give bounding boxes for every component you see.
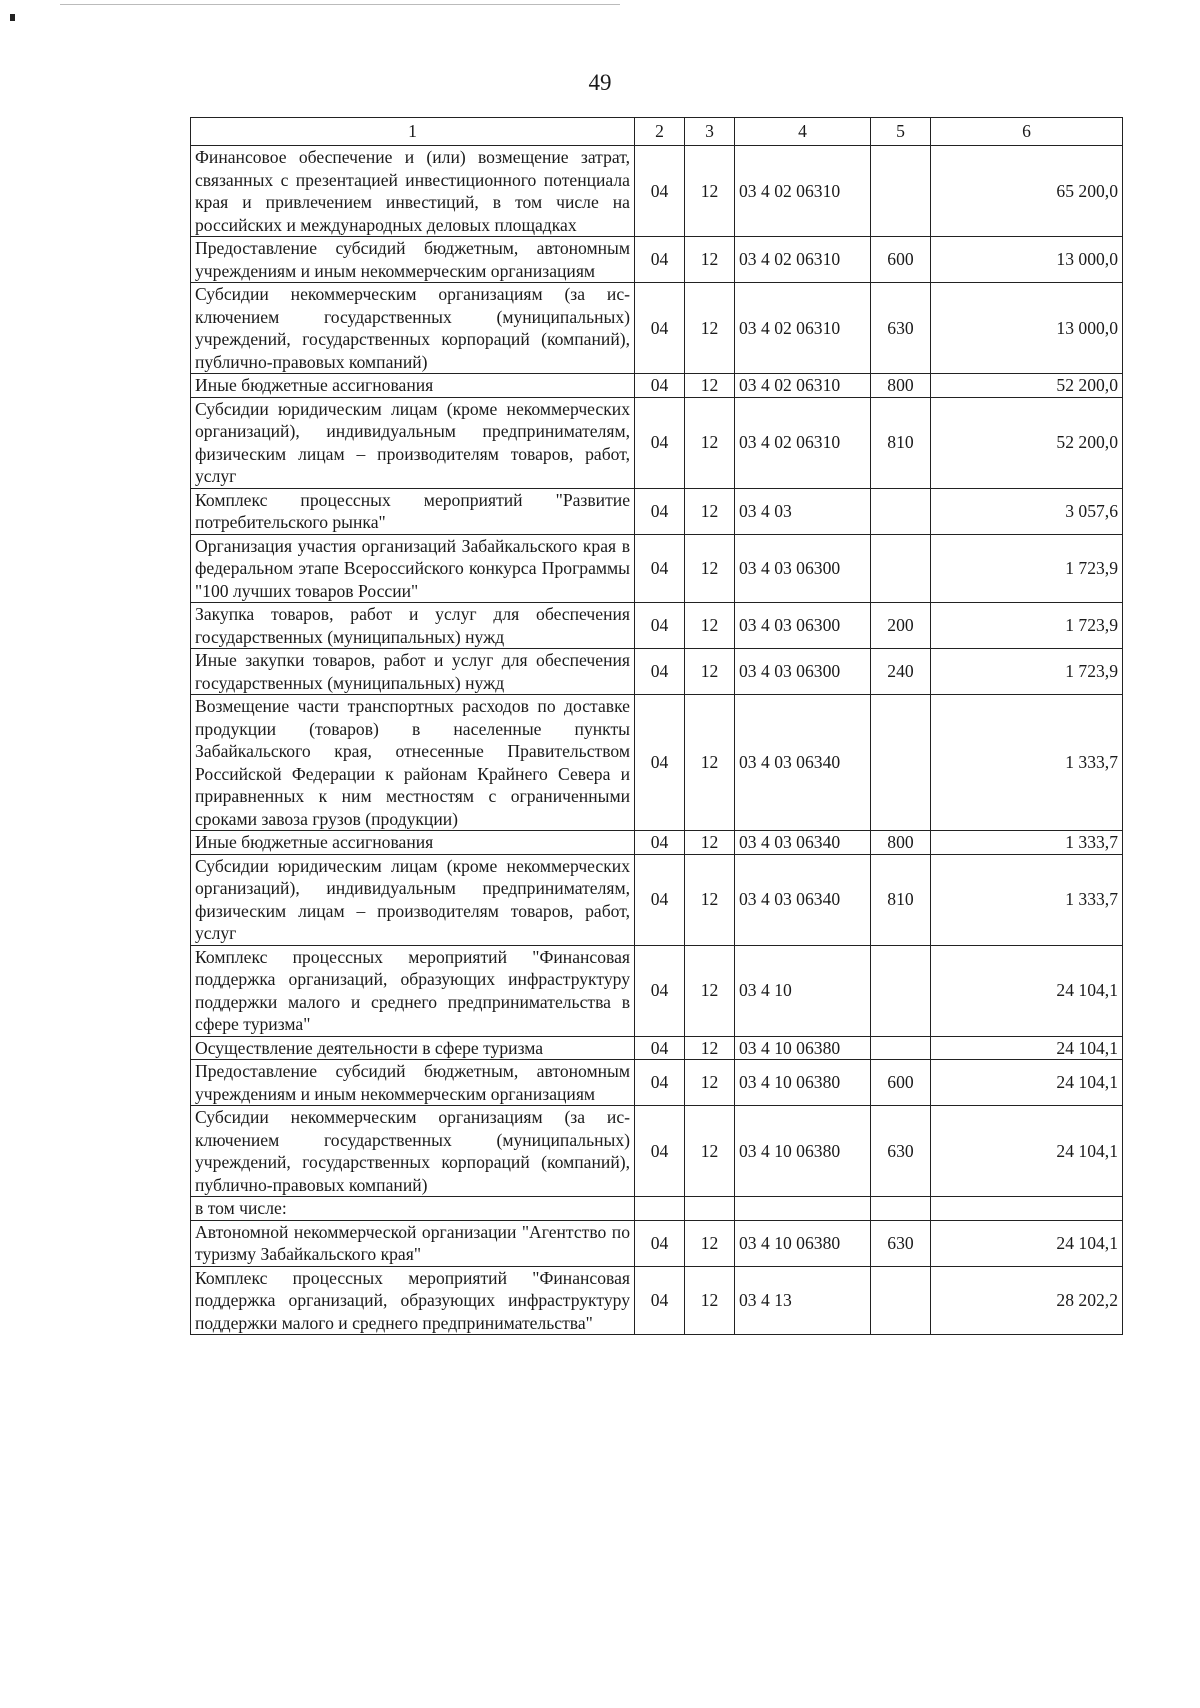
table-row <box>191 854 1123 945</box>
row-target-code-cell: 03 4 03 06300 <box>735 534 871 603</box>
table-row <box>191 649 1123 695</box>
table-row <box>191 283 1123 374</box>
row-amount-cell: 24 104,1 <box>931 1106 1123 1197</box>
row-subsection-cell: 12 <box>685 283 735 374</box>
column-header: 1 <box>191 118 635 146</box>
table-row <box>191 1060 1123 1106</box>
row-subsection-cell: 12 <box>685 146 735 237</box>
scan-corner-mark <box>10 14 15 21</box>
row-expense-type-cell <box>871 1197 931 1221</box>
row-subsection-cell: 12 <box>685 374 735 398</box>
row-subsection-cell: 12 <box>685 854 735 945</box>
scan-edge-line <box>60 4 620 5</box>
row-name-cell: Иные закупки товаров, работ и услуг для обеспечения государственных (муниципальных) нужд <box>191 649 635 695</box>
row-target-code-cell: 03 4 10 06380 <box>735 1060 871 1106</box>
row-name-cell: Комплекс процессных мероприятий "Финансовая поддержка организаций, образующих инфраструктуру поддержки малого и среднего предпринимательства в сфере туризма" <box>191 945 635 1036</box>
row-subsection-cell: 12 <box>685 695 735 831</box>
row-target-code-cell: 03 4 03 06300 <box>735 603 871 649</box>
row-subsection-cell: 12 <box>685 488 735 534</box>
table-row <box>191 831 1123 855</box>
row-target-code-cell: 03 4 03 06340 <box>735 695 871 831</box>
row-section-cell: 04 <box>635 1036 685 1060</box>
row-expense-type-cell: 630 <box>871 283 931 374</box>
table-row <box>191 534 1123 603</box>
row-amount-cell: 13 000,0 <box>931 237 1123 283</box>
row-amount-cell: 24 104,1 <box>931 1220 1123 1266</box>
row-expense-type-cell: 200 <box>871 603 931 649</box>
row-amount-cell: 65 200,0 <box>931 146 1123 237</box>
row-expense-type-cell: 800 <box>871 831 931 855</box>
table-row <box>191 1220 1123 1266</box>
row-section-cell: 04 <box>635 283 685 374</box>
row-target-code-cell: 03 4 03 06340 <box>735 831 871 855</box>
row-section-cell: 04 <box>635 945 685 1036</box>
table-row <box>191 695 1123 831</box>
row-target-code-cell: 03 4 10 <box>735 945 871 1036</box>
column-header: 4 <box>735 118 871 146</box>
row-expense-type-cell <box>871 695 931 831</box>
table-body <box>191 146 1123 1335</box>
row-name-cell: Организация участия организаций Забайкальского края в федеральном этапе Всероссийского конкурса Программы "100 лучших товаров России" <box>191 534 635 603</box>
table-row <box>191 146 1123 237</box>
row-target-code-cell: 03 4 02 06310 <box>735 397 871 488</box>
row-amount-cell: 24 104,1 <box>931 1036 1123 1060</box>
row-subsection-cell: 12 <box>685 1036 735 1060</box>
row-amount-cell: 1 333,7 <box>931 831 1123 855</box>
row-expense-type-cell <box>871 1036 931 1060</box>
row-name-cell: Комплекс процессных мероприятий "Развитие потребительского рынка" <box>191 488 635 534</box>
row-expense-type-cell: 800 <box>871 374 931 398</box>
row-name-cell: Субсидии некоммерческим организациям (за исключением государственных (муниципальных) учреждений, государственных корпораций (компаний), публично-правовых компаний) <box>191 283 635 374</box>
row-subsection-cell: 12 <box>685 649 735 695</box>
row-subsection-cell <box>685 1197 735 1221</box>
table-row <box>191 374 1123 398</box>
row-amount-cell: 28 202,2 <box>931 1266 1123 1335</box>
row-expense-type-cell <box>871 1266 931 1335</box>
row-section-cell: 04 <box>635 831 685 855</box>
row-subsection-cell: 12 <box>685 1220 735 1266</box>
row-name-cell: Возмещение части транспортных расходов по доставке продукции (товаров) в населенные пункты Забайкальского края, отнесенные Правительством Российской Федерации к районам Крайнего Севера и приравненных к ним местностям с ограниченными сроками завоза грузов (продукции) <box>191 695 635 831</box>
table-row <box>191 488 1123 534</box>
row-amount-cell: 3 057,6 <box>931 488 1123 534</box>
table-row <box>191 1266 1123 1335</box>
row-name-cell: Осуществление деятельности в сфере туризма <box>191 1036 635 1060</box>
row-target-code-cell: 03 4 03 06300 <box>735 649 871 695</box>
row-name-cell: Автономной некоммерческой организации "Агентство по туризму Забайкальского края" <box>191 1220 635 1266</box>
row-target-code-cell: 03 4 10 06380 <box>735 1106 871 1197</box>
row-subsection-cell: 12 <box>685 831 735 855</box>
table-row <box>191 1036 1123 1060</box>
column-header: 6 <box>931 118 1123 146</box>
row-amount-cell: 1 723,9 <box>931 603 1123 649</box>
table-row <box>191 945 1123 1036</box>
row-section-cell: 04 <box>635 1220 685 1266</box>
column-header: 5 <box>871 118 931 146</box>
row-name-cell: Предоставление субсидий бюджетным, автономным учреждениям и иным некоммерческим организациям <box>191 1060 635 1106</box>
row-subsection-cell: 12 <box>685 237 735 283</box>
row-name-cell: Предоставление субсидий бюджетным, автономным учреждениям и иным некоммерческим организациям <box>191 237 635 283</box>
table-row <box>191 237 1123 283</box>
row-amount-cell <box>931 1197 1123 1221</box>
row-expense-type-cell: 810 <box>871 397 931 488</box>
row-expense-type-cell <box>871 488 931 534</box>
row-subsection-cell: 12 <box>685 397 735 488</box>
row-target-code-cell: 03 4 03 <box>735 488 871 534</box>
row-section-cell: 04 <box>635 237 685 283</box>
row-section-cell: 04 <box>635 397 685 488</box>
row-amount-cell: 24 104,1 <box>931 945 1123 1036</box>
row-expense-type-cell <box>871 945 931 1036</box>
row-subsection-cell: 12 <box>685 603 735 649</box>
row-target-code-cell: 03 4 13 <box>735 1266 871 1335</box>
row-name-cell: Комплекс процессных мероприятий "Финансовая поддержка организаций, образующих инфраструктуру поддержки малого и среднего предпринимательства" <box>191 1266 635 1335</box>
row-section-cell: 04 <box>635 854 685 945</box>
row-amount-cell: 1 723,9 <box>931 649 1123 695</box>
row-subsection-cell: 12 <box>685 1060 735 1106</box>
row-subsection-cell: 12 <box>685 945 735 1036</box>
page-number: 49 <box>588 70 612 95</box>
row-expense-type-cell: 240 <box>871 649 931 695</box>
row-expense-type-cell <box>871 146 931 237</box>
row-name-cell: Иные бюджетные ассигнования <box>191 831 635 855</box>
row-target-code-cell <box>735 1197 871 1221</box>
row-name-cell: Субсидии юридическим лицам (кроме некоммерческих организаций), индивидуальным предпринимателям, физическим лицам – производителям товаров, работ, услуг <box>191 397 635 488</box>
row-expense-type-cell: 600 <box>871 1060 931 1106</box>
budget-table <box>190 117 1123 1335</box>
row-amount-cell: 1 333,7 <box>931 854 1123 945</box>
row-target-code-cell: 03 4 10 06380 <box>735 1220 871 1266</box>
row-section-cell: 04 <box>635 146 685 237</box>
table-header-row <box>191 118 1123 146</box>
table-row <box>191 1197 1123 1221</box>
table-row <box>191 1106 1123 1197</box>
row-name-cell: Иные бюджетные ассигнования <box>191 374 635 398</box>
row-expense-type-cell <box>871 534 931 603</box>
row-target-code-cell: 03 4 02 06310 <box>735 237 871 283</box>
row-name-cell: Закупка товаров, работ и услуг для обеспечения государственных (муниципальных) нужд <box>191 603 635 649</box>
row-subsection-cell: 12 <box>685 1266 735 1335</box>
row-target-code-cell: 03 4 03 06340 <box>735 854 871 945</box>
row-section-cell: 04 <box>635 649 685 695</box>
row-name-cell: Субсидии некоммерческим организациям (за исключением государственных (муниципальных) учреждений, государственных корпораций (компаний), публично-правовых компаний) <box>191 1106 635 1197</box>
row-section-cell: 04 <box>635 1060 685 1106</box>
table-row <box>191 397 1123 488</box>
row-target-code-cell: 03 4 02 06310 <box>735 146 871 237</box>
row-section-cell: 04 <box>635 534 685 603</box>
row-amount-cell: 13 000,0 <box>931 283 1123 374</box>
column-header: 2 <box>635 118 685 146</box>
row-section-cell: 04 <box>635 374 685 398</box>
row-name-cell: Субсидии юридическим лицам (кроме некоммерческих организаций), индивидуальным предпринимателям, физическим лицам – производителям товаров, работ, услуг <box>191 854 635 945</box>
row-expense-type-cell: 630 <box>871 1220 931 1266</box>
row-expense-type-cell: 810 <box>871 854 931 945</box>
row-name-cell: Финансовое обеспечение и (или) возмещение затрат, связанных с презентацией инвестиционного потенциала края и привлечением инвестиций, в том числе на российских и международных деловых площадках <box>191 146 635 237</box>
row-name-cell: в том числе: <box>191 1197 635 1221</box>
row-subsection-cell: 12 <box>685 534 735 603</box>
table-row <box>191 603 1123 649</box>
row-section-cell: 04 <box>635 1266 685 1335</box>
row-amount-cell: 1 723,9 <box>931 534 1123 603</box>
row-section-cell <box>635 1197 685 1221</box>
row-amount-cell: 1 333,7 <box>931 695 1123 831</box>
row-target-code-cell: 03 4 10 06380 <box>735 1036 871 1060</box>
column-header: 3 <box>685 118 735 146</box>
row-section-cell: 04 <box>635 1106 685 1197</box>
row-expense-type-cell: 630 <box>871 1106 931 1197</box>
row-target-code-cell: 03 4 02 06310 <box>735 374 871 398</box>
row-section-cell: 04 <box>635 695 685 831</box>
row-amount-cell: 52 200,0 <box>931 374 1123 398</box>
row-expense-type-cell: 600 <box>871 237 931 283</box>
row-amount-cell: 24 104,1 <box>931 1060 1123 1106</box>
row-target-code-cell: 03 4 02 06310 <box>735 283 871 374</box>
row-section-cell: 04 <box>635 603 685 649</box>
row-subsection-cell: 12 <box>685 1106 735 1197</box>
row-amount-cell: 52 200,0 <box>931 397 1123 488</box>
row-section-cell: 04 <box>635 488 685 534</box>
